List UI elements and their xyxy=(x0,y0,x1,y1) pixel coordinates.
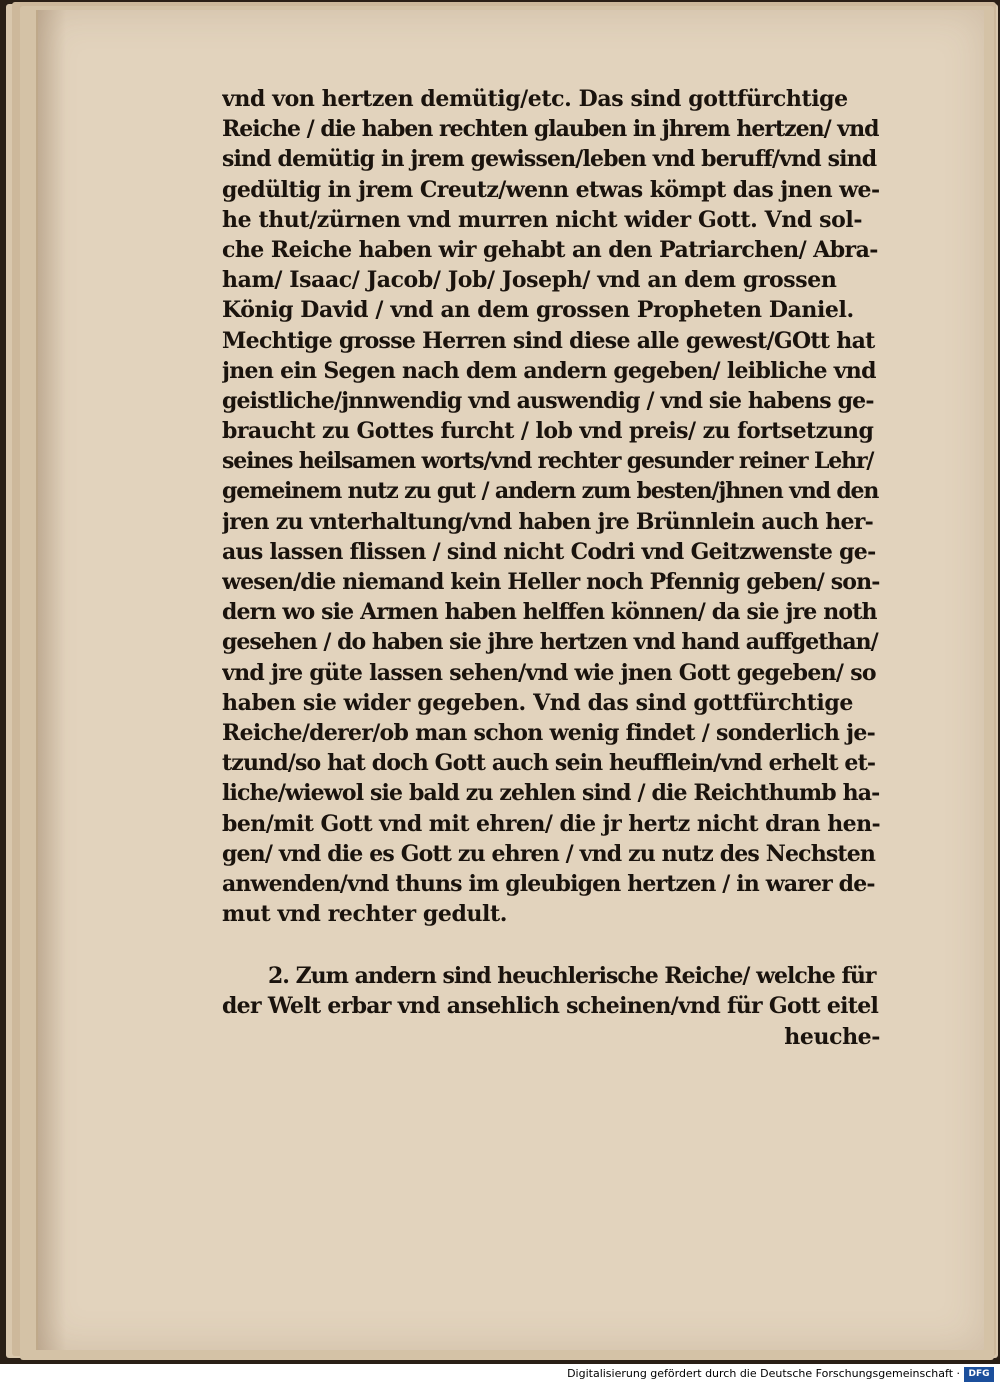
catchword: heuche- xyxy=(784,1023,880,1050)
text-line: wesen/die niemand kein Heller noch Pfennig geben/ son- xyxy=(222,569,880,595)
text-line: König David / vnd an dem grossen Propheten Daniel. xyxy=(222,297,854,324)
text-line: vnd von hertzen demütig/etc. Das sind gottfürchtige xyxy=(222,86,848,112)
text-line: liche/wiewol sie bald zu zehlen sind / die Reichthumb ha- xyxy=(222,780,880,807)
text-line: geistliche/jnnwendig vnd auswendig / vnd sie habens ge- xyxy=(222,387,874,414)
text-line: seines heilsamen worts/vnd rechter gesunder reiner Lehr/ xyxy=(222,448,874,475)
text-line: gen/ vnd die es Gott zu ehren / vnd zu nutz des Nechsten xyxy=(222,840,875,867)
text-line: he thut/zürnen vnd murren nicht wider Gott. Vnd sol- xyxy=(222,206,863,233)
text-line: haben sie wider gegeben. Vnd das sind gottfürchtige xyxy=(222,689,853,716)
text-line: braucht zu Gottes furcht / lob vnd preis/ zu fortsetzung xyxy=(222,418,874,445)
text-line: anwenden/vnd thuns im gleubigen hertzen / in warer de- xyxy=(222,870,875,897)
text-line: gesehen / do haben sie jhre hertzen vnd hand auffgethan/ xyxy=(222,629,878,656)
text-line: Mechtige grosse Herren sind diese alle gewest/GOtt hat xyxy=(222,327,875,354)
text-line: aus lassen flissen / sind nicht Codri vnd Geitzwenste ge- xyxy=(222,538,876,565)
paragraph-gap xyxy=(222,929,880,961)
text-line: che Reiche haben wir gehabt an den Patriarchen/ Abra- xyxy=(222,236,878,263)
text-line: ben/mit Gott vnd mit ehren/ die jr hertz nicht dran hen- xyxy=(222,810,880,837)
text-line: jnen ein Segen nach dem andern gegeben/ leibliche vnd xyxy=(222,357,876,384)
text-line: der Welt erbar vnd ansehlich scheinen/vnd für Gott eitel xyxy=(222,993,879,1020)
text-line: ham/ Isaac/ Jacob/ Job/ Joseph/ vnd an dem grossen xyxy=(222,267,837,294)
page-text xyxy=(222,84,880,1052)
footer-bar xyxy=(0,1364,1000,1386)
text-line: vnd jre güte lassen sehen/vnd wie jnen Gott gegeben/ so xyxy=(222,659,876,686)
text-line: tzund/so hat doch Gott auch sein heufflein/vnd erhelt et- xyxy=(222,750,876,777)
text-line: dern wo sie Armen haben helffen können/ da sie jre noth xyxy=(222,599,877,626)
text-line: sind demütig in jrem gewissen/leben vnd beruff/vnd sind xyxy=(222,146,877,173)
text-line: mut vnd rechter gedult. xyxy=(222,901,508,928)
dfg-logo: DFG xyxy=(964,1367,994,1382)
text-line: gedültig in jrem Creutz/wenn etwas kömpt das jnen we- xyxy=(222,176,880,203)
text-line: Reiche/derer/ob man schon wenig findet / sonderlich je- xyxy=(222,719,876,746)
text-line: gemeinem nutz zu gut / andern zum besten/jhnen vnd den xyxy=(222,478,879,505)
text-line: jren zu vnterhaltung/vnd haben jre Brünnlein auch her- xyxy=(222,508,874,535)
text-line: 2. Zum andern sind heuchlerische Reiche/ welche für xyxy=(268,963,876,990)
funding-credit: Digitalisierung gefördert durch die Deutsche Forschungsgemeinschaft · xyxy=(567,1367,960,1380)
text-line: Reiche / die haben rechten glauben in jhrem hertzen/ vnd xyxy=(222,116,879,143)
